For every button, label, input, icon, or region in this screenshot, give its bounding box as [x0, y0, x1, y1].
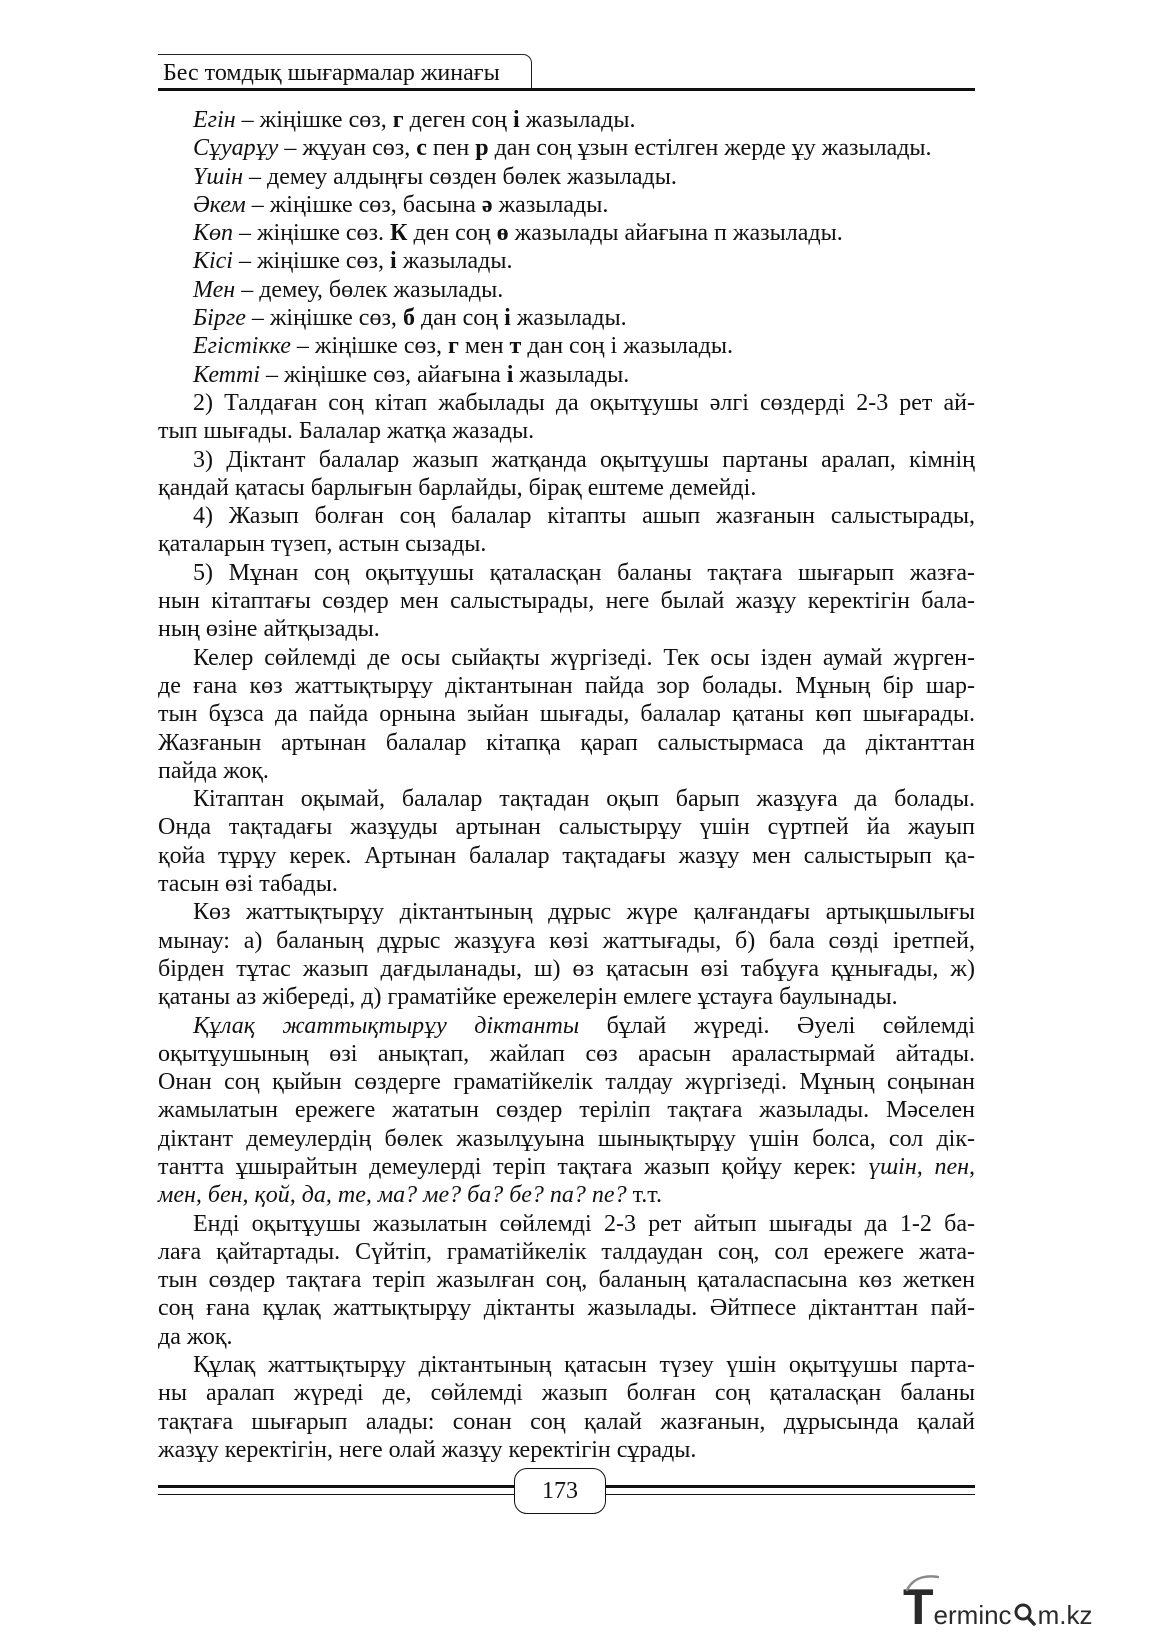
- bold-letter: і: [504, 305, 511, 332]
- bold-letter: т: [509, 333, 522, 360]
- text-run: Келер сөйлемді де осы сыйақты жүргізеді. Тек осы ізден аумай жүрген-: [193, 644, 975, 671]
- paragraph-line: [158, 559, 975, 587]
- bold-letter: б: [402, 305, 415, 332]
- text-run: т.т.: [626, 1182, 662, 1209]
- paragraph-line: [158, 1181, 975, 1209]
- text-run: жамылатын ережеге жататын сөздер теріліп тақтаға жазылады. Мәселен: [158, 1097, 975, 1124]
- text-run: – жіңішке сөз, айағына: [260, 361, 507, 388]
- word-entry-line: [158, 276, 975, 304]
- text-run: қойа тұрұу керек. Артынан балалар тақтадағы жазұу мен салыстырып қа-: [158, 842, 975, 869]
- paragraph-line: [158, 983, 975, 1011]
- page-number-text: 173: [542, 1478, 578, 1504]
- bold-letter: і: [390, 248, 397, 275]
- italic-term: Кетті: [193, 361, 261, 388]
- text-run: жазылады.: [396, 248, 513, 275]
- search-icon: [1013, 1601, 1037, 1627]
- text-run: Енді оқытұушы жазылатын сөйлемді 2-3 рет айтып шығады да 1-2 ба-: [193, 1210, 975, 1237]
- text-run: – жіңішке сөз.: [232, 220, 391, 247]
- paragraph-line: [158, 1294, 975, 1322]
- text-run: 2) Талдаған соң кітап жабылады да оқытұушы әлгі сөздерді 2-3 рет ай-: [193, 389, 975, 416]
- text-run: Кітаптан оқымай, балалар тақтадан оқып барып жазұуға да болады.: [193, 786, 975, 813]
- text-run: тасын өзі табады.: [158, 871, 338, 898]
- text-run: 3) Діктант балалар жазып жатқанда оқытұушы партаны аралап, кімнің: [193, 446, 975, 473]
- bold-letter: і: [506, 361, 514, 388]
- text-run: жазылады.: [513, 361, 630, 388]
- bold-letter: г: [447, 333, 459, 360]
- paragraph-line: [158, 700, 975, 728]
- paragraph: [158, 559, 975, 644]
- paragraph-line: [158, 389, 975, 417]
- body-text: [158, 106, 975, 1464]
- paragraph-line: [158, 1436, 975, 1464]
- paragraph-line: [158, 813, 975, 841]
- text-run: қаталарын түзеп, астын сызады.: [158, 531, 487, 558]
- text-run: тантта ұшырайтын демеулерді теріп тақтаға жазып қойұу керек:: [158, 1153, 869, 1180]
- text-run: – демеу, бөлек жазылады.: [235, 276, 504, 303]
- header-rule: [158, 88, 975, 91]
- text-run: де ғана көз жаттықтырұу діктантынан пайда зор болады. Мұның бір шар-: [158, 672, 975, 699]
- paragraph-line: [158, 1351, 975, 1379]
- word-list: [158, 106, 975, 389]
- bold-letter: г: [392, 107, 404, 133]
- paragraph-line: [158, 955, 975, 983]
- word-entry-line: [158, 134, 975, 162]
- paragraph: [158, 446, 975, 503]
- text-run: соң ғана құлақ жаттықтырұу діктанты жазылады. Әйтпесе діктанттан пай-: [158, 1295, 975, 1322]
- paragraph-line: [158, 1040, 975, 1068]
- word-entry-line: [158, 304, 975, 332]
- text-run: жазылады.: [519, 107, 636, 133]
- paragraph: [158, 389, 975, 446]
- italic-term: Кісі: [193, 248, 233, 275]
- text-run: Онда тақтадағы жазұуды артынан салыстырұу үшін сүртпей йа жауып: [158, 814, 975, 841]
- paragraph-line: [158, 927, 975, 955]
- italic-term: Құлақ жаттықтырұу діктанты: [193, 1012, 580, 1039]
- paragraph-line: [158, 870, 975, 898]
- word-entry-line: [158, 106, 975, 134]
- text-run: жазылады.: [510, 305, 627, 332]
- paragraph-line: [158, 1012, 975, 1040]
- text-run: діктант демеулердің бөлек жазылұуына шынықтырұу үшін болса, сол дік-: [158, 1125, 975, 1152]
- text-run: мен: [458, 333, 510, 360]
- word-entry-line: [158, 163, 975, 191]
- bold-letter: ә: [481, 191, 493, 218]
- paragraph: [158, 1012, 975, 1210]
- text-run: Онан соң қыйын сөздерге граматійкелік талдау жүргізеді. Мұның соңынан: [158, 1069, 975, 1096]
- paragraph: [158, 644, 975, 785]
- text-run: пен: [426, 135, 476, 162]
- paragraphs: [158, 389, 975, 1464]
- text-run: 5) Мұнан соң оқытұушы қаталасқан баланы тақтаға шығарып жазға-: [193, 559, 975, 586]
- paragraph-line: [158, 530, 975, 558]
- text-run: Құлақ жаттықтырұу діктантының қатасын түзеу үшін оқытұушы парта-: [193, 1352, 975, 1379]
- text-run: деген соң: [403, 107, 513, 133]
- text-run: тақтаға шығарып алады: сонан соң қалай жазғанын, дұрысында қалай: [158, 1408, 975, 1435]
- paragraph-line: [158, 474, 975, 502]
- paragraph-line: [158, 757, 975, 785]
- paragraph-line: [158, 417, 975, 445]
- paragraph-line: [158, 644, 975, 672]
- text-run: жазылады.: [492, 191, 609, 218]
- swoosh-icon: [905, 1574, 939, 1592]
- paragraph-line: [158, 1125, 975, 1153]
- word-entry-line: [158, 191, 975, 219]
- text-run: нын кітаптағы сөздер мен салыстырады, неге былай жазұу керектігін бала-: [158, 588, 975, 615]
- text-run: жазылады айағына п жазылады.: [508, 220, 843, 247]
- text-run: қатаны аз жібереді, д) граматійке ережелерін емлеге ұстауға баулынады.: [158, 984, 898, 1011]
- paragraph-line: [158, 785, 975, 813]
- word-entry-line: [158, 332, 975, 360]
- paragraph-line: [158, 1238, 975, 1266]
- text-run: бұлай жүреді. Әуелі сөйлемді: [579, 1012, 975, 1039]
- bold-letter: К: [390, 220, 408, 247]
- italic-term: Мен: [193, 276, 236, 303]
- text-run: тын сөздер тақтаға теріп жазылған соң, баланың қаталаспасына көз жеткен: [158, 1267, 975, 1294]
- text-run: – демеу алдыңғы сөзден бөлек жазылады.: [243, 163, 677, 190]
- paragraph-line: [158, 1068, 975, 1096]
- paragraph-line: [158, 446, 975, 474]
- watermark-text-end: m.kz: [1037, 1600, 1093, 1630]
- text-run: ден соң: [407, 220, 497, 247]
- text-run: – жұуан сөз,: [278, 135, 417, 162]
- paragraph: [158, 898, 975, 1011]
- paragraph-line: [158, 1096, 975, 1124]
- paragraph-line: [158, 615, 975, 643]
- paragraph: [158, 1351, 975, 1464]
- bold-letter: і: [513, 107, 520, 133]
- text-run: жазұу керектігін, неге олай жазұу керектігін сұрады.: [158, 1436, 697, 1463]
- text-run: – жіңішке сөз,: [290, 333, 448, 360]
- paragraph-line: [158, 898, 975, 926]
- paragraph-line: [158, 842, 975, 870]
- italic-term: Көп: [193, 220, 233, 247]
- paragraph-line: [158, 1153, 975, 1181]
- paragraph: [158, 1210, 975, 1351]
- text-run: да жоқ.: [158, 1323, 233, 1350]
- paragraph: [158, 785, 975, 898]
- italic-term: Егін: [193, 107, 236, 133]
- italic-term: Егістікке: [193, 333, 291, 360]
- word-entry-line: [158, 247, 975, 275]
- text-run: қандай қатасы барлығын барлайды, бірақ ештеме демейді.: [158, 474, 757, 501]
- text-run: дан соң: [414, 305, 505, 332]
- italic-term: Бірге: [193, 305, 246, 332]
- paragraph-line: [158, 1266, 975, 1294]
- italic-term: үшін, пен,: [868, 1153, 975, 1180]
- italic-term: мен, бен, қой, да, те, ма? ме? ба? бе? па? пе?: [158, 1182, 627, 1209]
- text-run: оқытұушының өзі анықтап, жайлап сөз арасын араластырмай айтады.: [158, 1040, 975, 1067]
- text-run: дан соң і жазылады.: [521, 333, 734, 360]
- text-run: – жіңішке сөз, басына: [245, 191, 482, 218]
- paragraph: [158, 502, 975, 559]
- text-run: – жіңішке сөз,: [232, 248, 391, 275]
- paragraph-line: [158, 1408, 975, 1436]
- paragraph-line: [158, 1210, 975, 1238]
- text-run: – жіңішке сөз,: [235, 107, 393, 133]
- text-run: пайда жоқ.: [158, 757, 269, 784]
- bold-letter: ө: [496, 220, 509, 247]
- paragraph-line: [158, 502, 975, 530]
- text-run: ны аралап жүреді де, сөйлемді жазып болған соң қаталасқан баланы: [158, 1380, 975, 1407]
- watermark-logo: [903, 1574, 1093, 1635]
- paragraph-line: [158, 729, 975, 757]
- text-run: мынау: а) баланың дұрыс жазұуға көзі жаттығады, б) бала сөзді іретпей,: [158, 927, 975, 954]
- text-run: дан соң ұзын естілген жерде ұу жазылады.: [488, 135, 932, 162]
- paragraph-line: [158, 587, 975, 615]
- watermark-text-start: Terminc: [903, 1579, 1012, 1635]
- word-entry-line: [158, 361, 975, 389]
- italic-term: Үшін: [193, 163, 244, 190]
- paragraph-line: [158, 672, 975, 700]
- word-entry-line: [158, 219, 975, 247]
- bold-letter: с: [416, 135, 427, 162]
- running-header-title: Бес томдық шығармалар жинағы: [163, 60, 500, 86]
- text-run: Жазғанын артынан балалар кітапқа қарап салыстырмаса да діктанттан: [158, 729, 975, 756]
- bold-letter: р: [475, 135, 489, 162]
- text-run: тып шығады. Балалар жатқа жазады.: [158, 418, 535, 445]
- text-run: – жіңішке сөз,: [245, 305, 403, 332]
- paragraph-line: [158, 1323, 975, 1351]
- italic-term: Әкем: [193, 191, 246, 218]
- text-run: бірден тұтас жазып дағдыланады, ш) өз қатасын өзі табұуға құнығады, ж): [158, 955, 975, 982]
- text-run: лаға қайтартады. Сүйтіп, граматійкелік талдаудан соң, сол ережеге жата-: [158, 1238, 975, 1265]
- text-run: ның өзіне айтқызады.: [158, 616, 380, 643]
- text-run: тын бұзса да пайда орнына зыйан шығады, балалар қатаны көп шығарады.: [158, 701, 975, 728]
- text-run: Көз жаттықтырұу діктантының дұрыс жүре қалғандағы артықшылығы: [193, 899, 975, 926]
- italic-term: Сұуарұу: [193, 135, 279, 162]
- paragraph-line: [158, 1379, 975, 1407]
- page-number: [514, 1468, 606, 1514]
- text-run: 4) Жазып болған соң балалар кітапты ашып жазғанын салыстырады,: [193, 503, 975, 530]
